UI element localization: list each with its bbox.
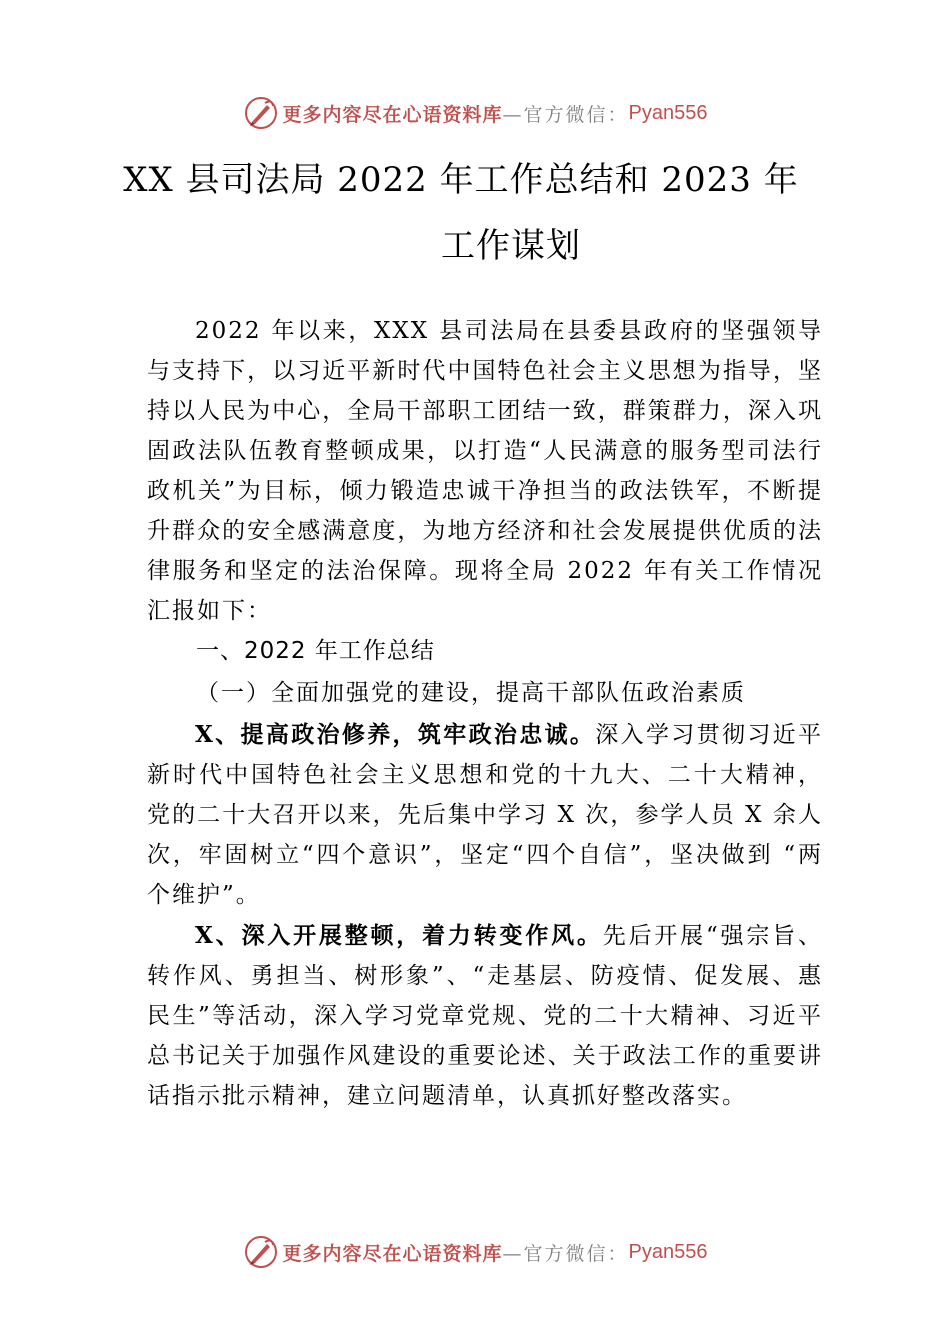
pen-logo-icon <box>243 95 279 131</box>
banner-wechat-label: —官方微信： <box>502 1242 629 1265</box>
document-title-line1: XX 县司法局 2022 年工作总结和 2023 年 <box>123 160 799 200</box>
section-heading: 一、2022 年工作总结 <box>196 638 435 664</box>
item-1-lead: X、提高政治修养，筑牢政治忠诚。 <box>195 721 596 748</box>
subsection-heading: （一）全面加强党的建设，提高干部队伍政治素质 <box>196 680 746 706</box>
banner-wechat-id: Pyan556 <box>628 1240 708 1263</box>
document-title-line2: 工作谋划 <box>441 226 581 266</box>
item-2-body: 先后开展“强宗旨、转作风、勇担当、树形象”、“走基层、防疫情、促发展、惠民生”等活动，深入学习党章党规、党的二十大精神、习近平总书记关于加强作风建设的重要论述、关于政法工作的重要讲话指示批示精神，建立问题清单，认真抓好整改落实。 <box>147 923 823 1109</box>
item-paragraph-1 <box>147 715 823 915</box>
item-2-lead: X、深入开展整顿，着力转变作风。 <box>195 922 603 949</box>
item-1-body: 深入学习贯彻习近平新时代中国特色社会主义思想和党的十九大、二十大精神， 党的二十大召开以来，先后集中学习 X 次，参学人员 X 余人次，牢固树立“四个意识”，坚定“四个自信”，坚决做到 “两个维护”。 <box>147 722 823 908</box>
banner-wechat-id: Pyan556 <box>628 101 708 124</box>
intro-paragraph: 2022 年以来，XXX 县司法局在县委县政府的坚强领导与支持下，以习近平新时代中国特色社会主义思想为指导，坚持以人民为中心，全局干部职工团结一致，群策群力，深入巩固政法队伍教育整顿成果，以打造“人民满意的服务型司法行政机关”为目标，倾力锻造忠诚干净担当的政法铁军，不断提升群众的安全感满意度，为地方经济和社会发展提供优质的法律服务和坚定的法治保障。现将全局 2022 年有关工作情况汇报如下： <box>147 318 823 624</box>
item-paragraph-2 <box>147 916 823 1116</box>
footer-banner <box>0 1232 950 1272</box>
header-banner <box>0 93 950 133</box>
banner-main-text: 更多内容尽在心语资料库 <box>282 1242 503 1265</box>
pen-logo-icon <box>243 1234 279 1270</box>
banner-wechat-label: —官方微信： <box>502 103 629 126</box>
banner-main-text: 更多内容尽在心语资料库 <box>282 103 503 126</box>
